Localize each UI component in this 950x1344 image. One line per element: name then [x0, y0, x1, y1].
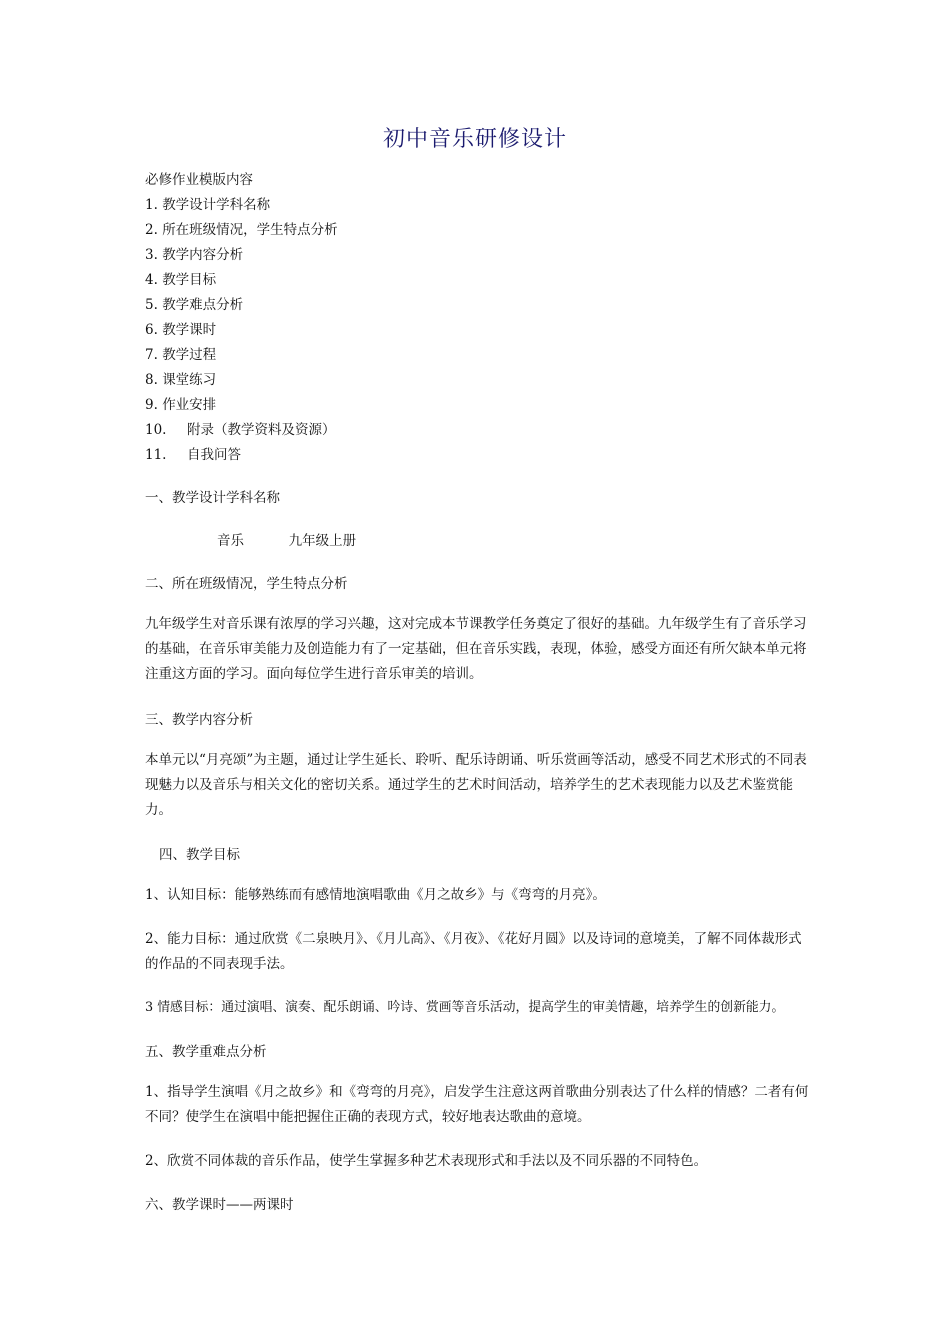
- section-heading: 五、教学重难点分析: [145, 1044, 267, 1060]
- toc-item: [145, 321, 216, 339]
- toc-num: 10.: [145, 422, 167, 438]
- toc-text: 教学过程: [162, 347, 217, 363]
- section-heading: 六、教学课时——两课时: [145, 1197, 294, 1213]
- toc-item: [145, 346, 216, 364]
- template-heading: 必修作业模版内容: [145, 172, 253, 188]
- grade-name: 九年级上册: [288, 533, 357, 549]
- toc-item: [145, 371, 216, 389]
- toc-text: 作业安排: [162, 397, 217, 413]
- toc-num: 3.: [145, 247, 158, 263]
- toc-text: 自我问答: [187, 447, 241, 463]
- section-paragraph: 九年级学生对音乐课有浓厚的学习兴趣，这对完成本节课教学任务奠定了很好的基础。九年级学生有了音乐学习的基础，在音乐审美能力及创造能力有了一定基础，但在音乐实践，表现，体验，感受方面还有所欠缺本单元将注重这方面的学习。面向每位学生进行音乐审美的培训。: [145, 616, 807, 682]
- document-title: 初中音乐研修设计: [382, 127, 567, 152]
- toc-item: [145, 421, 336, 439]
- toc-text: 教学设计学科名称: [162, 197, 271, 213]
- toc-item: [145, 446, 241, 464]
- toc-num: 2.: [145, 222, 158, 238]
- toc-item: [145, 246, 243, 264]
- toc-text: 教学目标: [162, 272, 217, 288]
- subject-value: [217, 532, 356, 550]
- section-heading: 二、所在班级情况，学生特点分析: [145, 576, 348, 592]
- section-paragraph: 本单元以“月亮颂”为主题，通过让学生延长、聆听、配乐诗朗诵、听乐赏画等活动，感受不同艺术形式的不同表现魅力以及音乐与相关文化的密切关系。通过学生的艺术时间活动，培养学生的艺术表现能力以及艺术鉴赏能力。: [145, 752, 807, 818]
- difficulty-item: 1、指导学生演唱《月之故乡》和《弯弯的月亮》，启发学生注意这两首歌曲分别表达了什么样的情感？二者有何不同？使学生在演唱中能把握住正确的表现方式，较好地表达歌曲的意境。: [145, 1084, 809, 1125]
- toc-text: 教学难点分析: [162, 297, 244, 313]
- toc-num: 1.: [145, 197, 158, 213]
- toc-item: [145, 396, 216, 414]
- toc-item: [145, 221, 338, 239]
- toc-num: 11.: [145, 447, 167, 463]
- subject-name: 音乐: [217, 533, 244, 549]
- toc-text: 附录（教学资料及资源）: [187, 422, 336, 438]
- toc-num: 5.: [145, 297, 158, 313]
- toc-item: [145, 271, 216, 289]
- toc-text: 教学内容分析: [162, 247, 244, 263]
- toc-item: [145, 196, 270, 214]
- toc-num: 4.: [145, 272, 158, 288]
- section-heading: 四、教学目标: [159, 847, 240, 863]
- goal-item: 2、能力目标：通过欣赏《二泉映月》、《月儿高》、《月夜》、《花好月圆》以及诗词的意境美，了解不同体裁形式的作品的不同表现手法。: [145, 931, 802, 972]
- toc-num: 8.: [145, 372, 158, 388]
- goal-item: 1、认知目标：能够熟练而有感情地演唱歌曲《月之故乡》与《弯弯的月亮》。: [145, 887, 606, 903]
- difficulty-item: 2、欣赏不同体裁的音乐作品，使学生掌握多种艺术表现形式和手法以及不同乐器的不同特色。: [145, 1153, 708, 1169]
- toc-num: 9.: [145, 397, 158, 413]
- toc-text: 所在班级情况，学生特点分析: [162, 222, 338, 238]
- section-heading: 一、教学设计学科名称: [145, 490, 280, 506]
- toc-text: 教学课时: [162, 322, 217, 338]
- goal-item: 3 情感目标：通过演唱、演奏、配乐朗诵、吟诗、赏画等音乐活动，提高学生的审美情趣，培养学生的创新能力。: [145, 1000, 785, 1015]
- toc-text: 课堂练习: [162, 372, 217, 388]
- toc-num: 7.: [145, 347, 158, 363]
- toc-item: [145, 296, 243, 314]
- toc-num: 6.: [145, 322, 158, 338]
- section-heading: 三、教学内容分析: [145, 712, 253, 728]
